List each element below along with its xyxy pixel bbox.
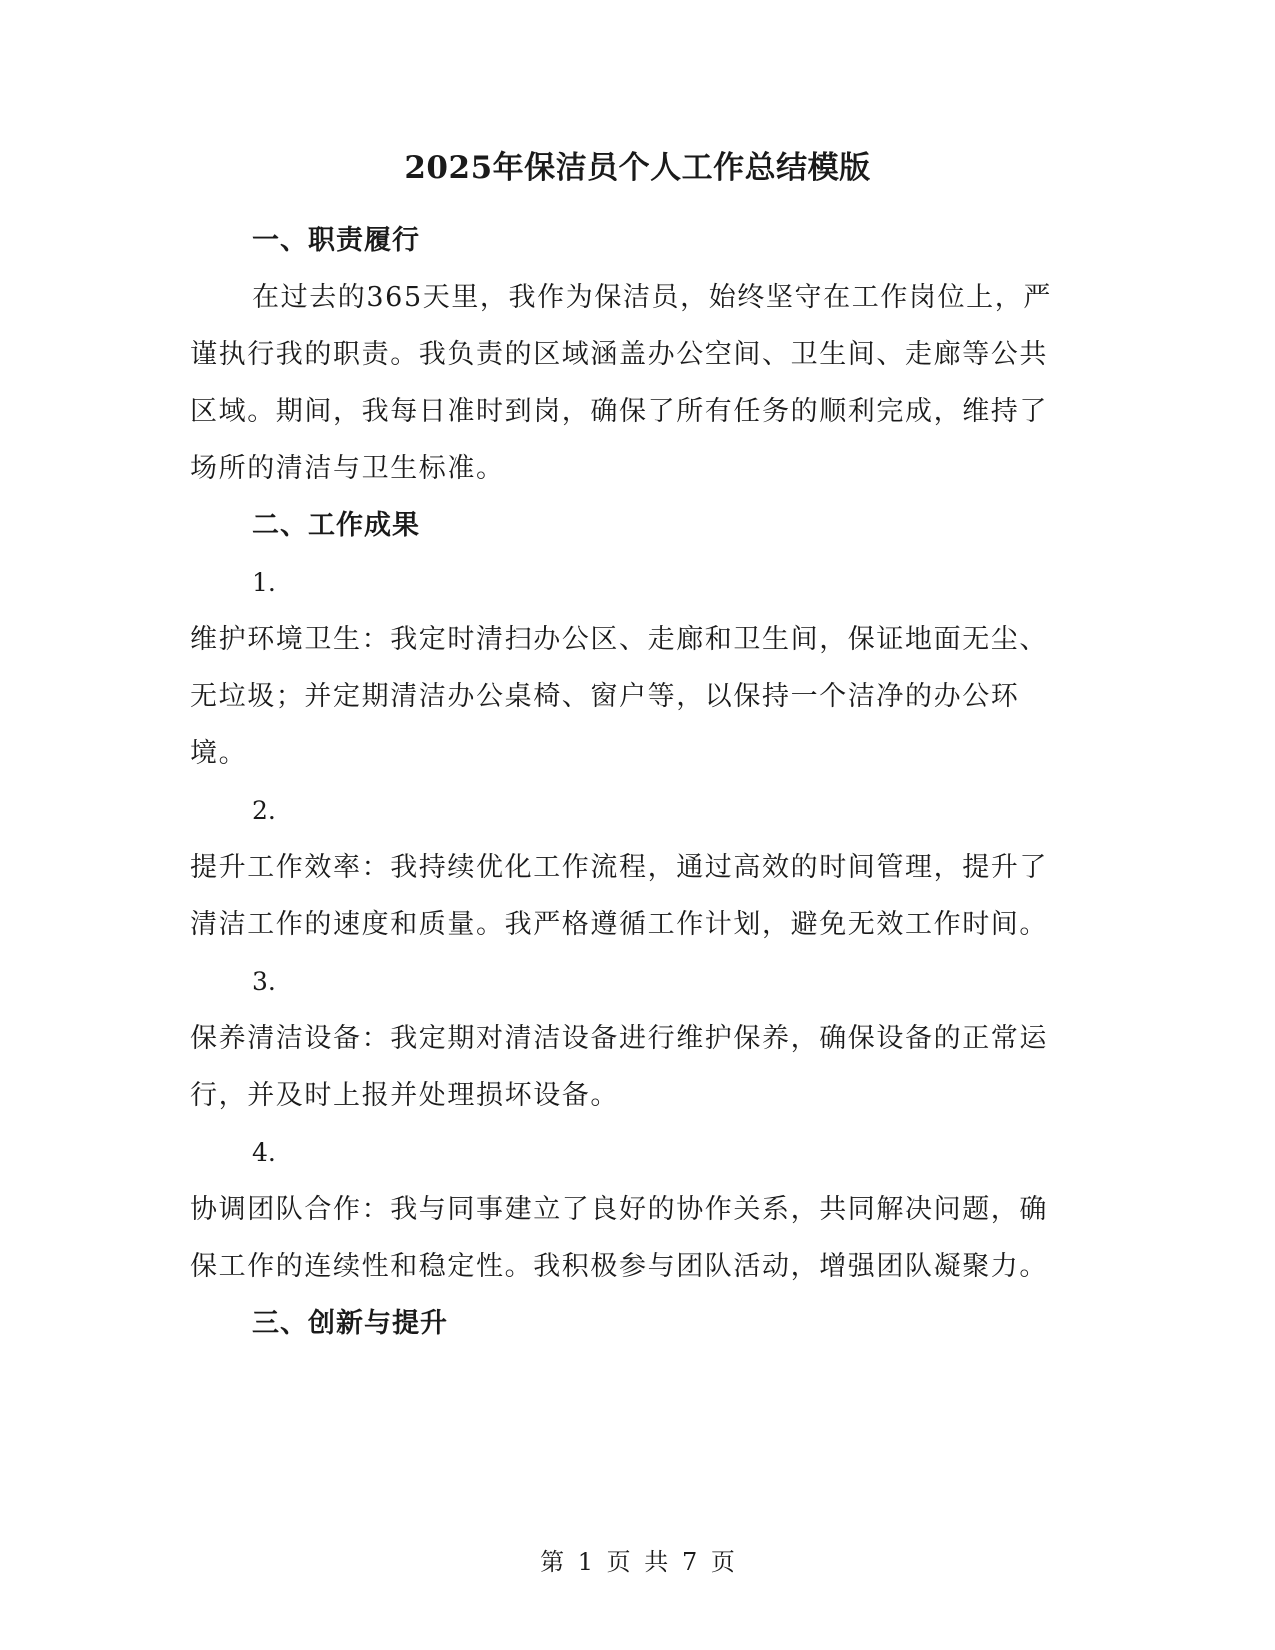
- section-paragraph: 在过去的365天里，我作为保洁员，始终坚守在工作岗位上，严谨执行我的职责。我负责的区域涵盖办公空间、卫生间、走廊等公共区域。期间，我每日准时到岗，确保了所有任务的顺利完成，维持了场所的清洁与卫生标准。: [190, 282, 1052, 484]
- list-item-text: 协调团队合作：我与同事建立了良好的协作关系，共同解决问题，确保工作的连续性和稳定性。我积极参与团队活动，增强团队凝聚力。: [190, 1194, 1048, 1282]
- document-body: [190, 212, 1070, 1352]
- list-item-text: 提升工作效率：我持续优化工作流程，通过高效的时间管理，提升了清洁工作的速度和质量。我严格遵循工作计划，避免无效工作时间。: [190, 852, 1048, 940]
- list-item-number: 1.: [252, 568, 276, 597]
- section-innovation: [190, 1295, 1070, 1352]
- list-item-number: 3.: [252, 967, 276, 996]
- page-footer: 第 1 页 共 7 页: [540, 1548, 735, 1576]
- list-item: [190, 554, 1070, 782]
- document-title: 2025年保洁员个人工作总结模版: [404, 150, 871, 186]
- section-heading: 二、工作成果: [252, 510, 420, 541]
- list-item-text: 保养清洁设备：我定期对清洁设备进行维护保养，确保设备的正常运行，并及时上报并处理损坏设备。: [190, 1023, 1048, 1111]
- section-heading: 三、创新与提升: [252, 1308, 448, 1339]
- list-item-number: 4.: [252, 1138, 276, 1167]
- list-item: [190, 1124, 1070, 1295]
- list-item: [190, 953, 1070, 1124]
- list-item-text: 维护环境卫生：我定时清扫办公区、走廊和卫生间，保证地面无尘、无垃圾；并定期清洁办公桌椅、窗户等，以保持一个洁净的办公环境。: [190, 624, 1048, 769]
- section-achievements: [190, 497, 1070, 1295]
- list-item-number: 2.: [252, 796, 276, 825]
- list-item: [190, 782, 1070, 953]
- section-heading: 一、职责履行: [252, 225, 420, 256]
- section-duties: [190, 212, 1070, 497]
